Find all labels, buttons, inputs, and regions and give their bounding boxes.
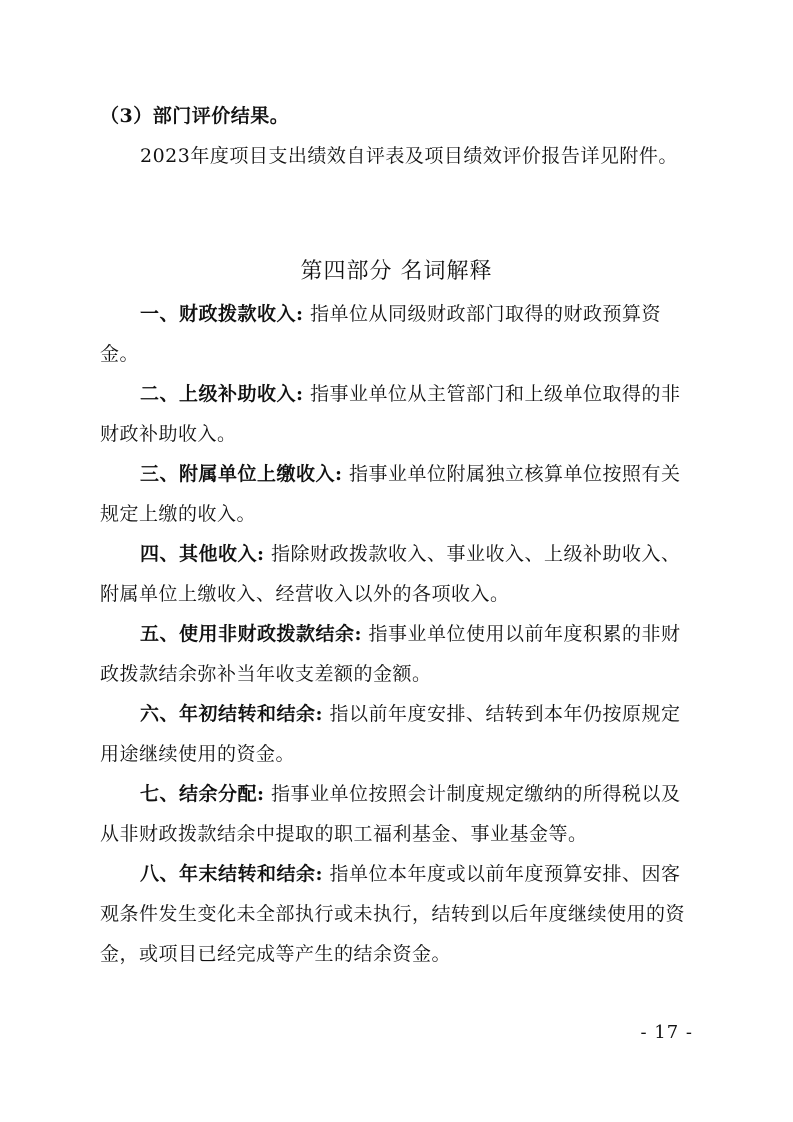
- definition-item-5: [100, 614, 700, 694]
- definition-item-4: [100, 534, 700, 614]
- section-heading-evaluation-result: （3）部门评价结果。: [100, 105, 290, 127]
- definition-term: 八、年末结转和结余:: [140, 863, 324, 885]
- definition-term: 七、结余分配:: [140, 783, 265, 805]
- definition-text: 指除财政拨款收入、事业收入、上级补助收入、附属单位上缴收入、经营收入以外的各项收入。: [100, 543, 681, 605]
- definition-item-6: [100, 694, 700, 774]
- definition-text: 指事业单位使用以前年度积累的非财政拨款结余弥补当年收支差额的金额。: [100, 623, 681, 685]
- definition-text: 指以前年度安排、结转到本年仍按原规定用途继续使用的资金。: [100, 703, 681, 765]
- definition-text: 指事业单位按照会计制度规定缴纳的所得税以及从非财政拨款结余中提取的职工福利基金、事业基金等。: [100, 783, 681, 845]
- definition-item-7: [100, 774, 700, 854]
- definition-term: 三、附属单位上缴收入:: [140, 463, 343, 485]
- definition-term: 一、财政拨款收入:: [140, 303, 304, 325]
- definition-item-3: [100, 454, 700, 534]
- definition-text: 指事业单位从主管部门和上级单位取得的非财政补助收入。: [100, 383, 681, 445]
- definition-term: 二、上级补助收入:: [140, 383, 304, 405]
- definition-text: 指单位本年度或以前年度预算安排、因客观条件发生变化未全部执行或未执行，结转到以后年度继续使用的资金，或项目已经完成等产生的结余资金。: [100, 863, 686, 965]
- evaluation-paragraph: 2023年度项目支出绩效自评表及项目绩效评价报告详见附件。: [140, 145, 678, 167]
- page-number: - 17 -: [640, 1022, 693, 1043]
- definition-text: 指事业单位附属独立核算单位按照有关规定上缴的收入。: [100, 463, 681, 525]
- definition-item-8: [100, 854, 700, 974]
- definition-term: 六、年初结转和结余:: [140, 703, 324, 725]
- definition-term: 五、使用非财政拨款结余:: [140, 623, 363, 645]
- definition-item-2: [100, 374, 700, 454]
- definition-term: 四、其他收入:: [140, 543, 265, 565]
- definition-text: 指单位从同级财政部门取得的财政预算资金。: [100, 303, 662, 365]
- definition-item-1: [100, 294, 700, 374]
- part-four-title: 第四部分 名词解释: [300, 259, 493, 284]
